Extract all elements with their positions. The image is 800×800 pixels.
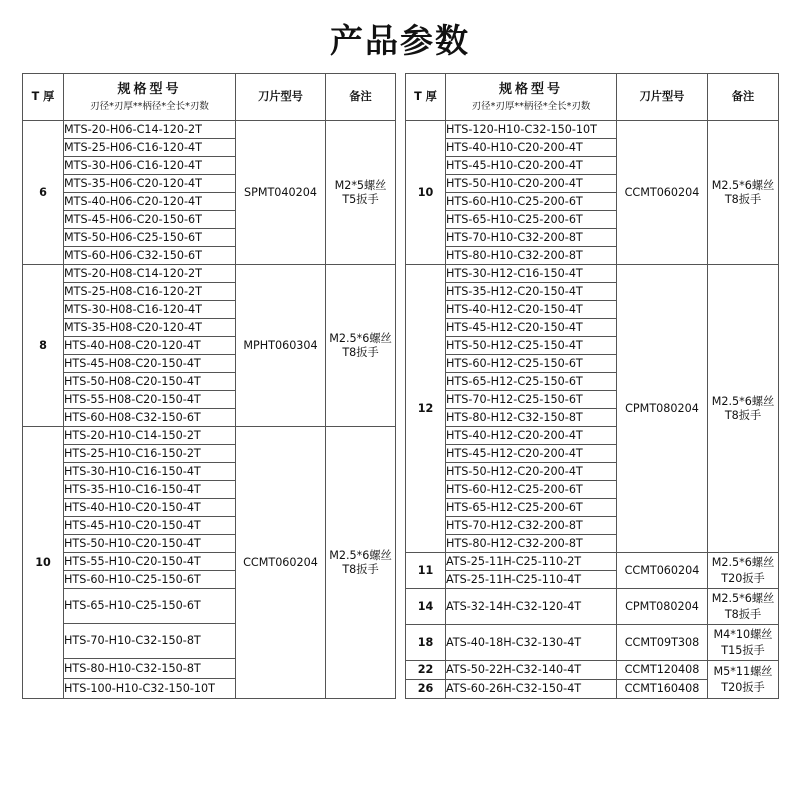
note-wrench: T8扳手 <box>724 607 762 621</box>
model-cell: HTS-80-H12-C32-200-8T <box>446 535 617 553</box>
insert-cell: CCMT060204 <box>236 427 326 699</box>
note-cell <box>708 265 779 553</box>
thickness-cell: 10 <box>23 427 64 699</box>
note-screw: M2*5螺丝 <box>334 179 387 193</box>
note-wrench: T8扳手 <box>724 408 762 422</box>
note-cell <box>326 265 396 427</box>
note-cell <box>708 589 779 625</box>
table-row <box>406 553 779 571</box>
model-cell: MTS-60-H06-C32-150-6T <box>64 247 236 265</box>
model-cell: MTS-35-H06-C20-120-4T <box>64 175 236 193</box>
insert-cell: MPHT060304 <box>236 265 326 427</box>
note-wrench: T5扳手 <box>342 192 379 206</box>
model-cell: HTS-65-H10-C25-200-6T <box>446 211 617 229</box>
model-cell: HTS-40-H10-C20-150-4T <box>64 499 236 517</box>
model-cell: HTS-100-H10-C32-150-10T <box>64 679 236 699</box>
header-spec <box>64 74 236 121</box>
note-cell <box>326 121 396 265</box>
header-note: 备注 <box>326 74 396 121</box>
table-row <box>406 121 779 139</box>
note-wrench: T15扳手 <box>721 643 765 657</box>
note-screw: M5*11螺丝 <box>713 665 773 679</box>
model-cell: HTS-30-H12-C16-150-4T <box>446 265 617 283</box>
model-cell: MTS-20-H06-C14-120-2T <box>64 121 236 139</box>
insert-cell: CCMT120408 <box>617 661 708 680</box>
model-cell: MTS-30-H06-C16-120-4T <box>64 157 236 175</box>
note-cell <box>708 625 779 661</box>
model-cell: HTS-70-H12-C32-200-8T <box>446 517 617 535</box>
thickness-cell: 8 <box>23 265 64 427</box>
insert-cell: SPMT040204 <box>236 121 326 265</box>
model-cell: ATS-25-11H-C25-110-4T <box>446 571 617 589</box>
table-row <box>406 589 779 625</box>
model-cell: MTS-45-H06-C20-150-6T <box>64 211 236 229</box>
page-title: 产品参数 <box>330 21 470 60</box>
model-cell: HTS-60-H12-C25-150-6T <box>446 355 617 373</box>
table-row <box>23 121 396 139</box>
note-cell <box>708 661 779 699</box>
model-cell: HTS-45-H08-C20-150-4T <box>64 355 236 373</box>
note-cell <box>708 553 779 589</box>
note-screw: M2.5*6螺丝 <box>711 556 775 570</box>
header-spec <box>446 74 617 121</box>
insert-cell: CPMT080204 <box>617 265 708 553</box>
model-cell: HTS-65-H12-C25-150-6T <box>446 373 617 391</box>
note-cell <box>708 121 779 265</box>
model-cell: HTS-80-H10-C32-150-8T <box>64 659 236 679</box>
insert-cell: CCMT09T308 <box>617 625 708 661</box>
model-cell: HTS-70-H12-C25-150-6T <box>446 391 617 409</box>
model-cell: HTS-50-H12-C20-200-4T <box>446 463 617 481</box>
model-cell: HTS-30-H10-C16-150-4T <box>64 463 236 481</box>
model-cell: ATS-60-26H-C32-150-4T <box>446 680 617 699</box>
table-row <box>23 427 396 445</box>
model-cell: HTS-50-H10-C20-200-4T <box>446 175 617 193</box>
thickness-cell: 6 <box>23 121 64 265</box>
header-spec-label: 规格型号 <box>117 82 182 97</box>
header-insert: 刀片型号 <box>617 74 708 121</box>
model-cell: MTS-25-H08-C16-120-2T <box>64 283 236 301</box>
table-row <box>23 265 396 283</box>
header-spec-sub: 刃径*刃厚**柄径*全长*刃数 <box>471 100 591 112</box>
model-cell: ATS-32-14H-C32-120-4T <box>446 589 617 625</box>
note-wrench: T20扳手 <box>721 680 765 694</box>
note-wrench: T8扳手 <box>342 562 379 576</box>
thickness-cell: 12 <box>406 265 446 553</box>
thickness-cell: 10 <box>406 121 446 265</box>
model-cell: HTS-35-H12-C20-150-4T <box>446 283 617 301</box>
table-row <box>406 265 779 283</box>
model-cell: HTS-45-H12-C20-150-4T <box>446 319 617 337</box>
model-cell: HTS-60-H10-C25-200-6T <box>446 193 617 211</box>
spec-table-right <box>405 73 779 699</box>
model-cell: HTS-40-H08-C20-120-4T <box>64 337 236 355</box>
model-cell: HTS-60-H08-C32-150-6T <box>64 409 236 427</box>
header-spec-label: 规格型号 <box>498 82 563 97</box>
note-wrench: T8扳手 <box>724 192 762 206</box>
header-thickness: T 厚 <box>406 74 446 121</box>
model-cell: MTS-20-H08-C14-120-2T <box>64 265 236 283</box>
note-screw: M2.5*6螺丝 <box>711 592 775 606</box>
model-cell: HTS-40-H12-C20-150-4T <box>446 301 617 319</box>
model-cell: HTS-80-H10-C32-200-8T <box>446 247 617 265</box>
model-cell: MTS-35-H08-C20-120-4T <box>64 319 236 337</box>
insert-cell: CCMT160408 <box>617 680 708 699</box>
model-cell: HTS-45-H10-C20-200-4T <box>446 157 617 175</box>
note-wrench: T8扳手 <box>342 345 379 359</box>
insert-cell: CPMT080204 <box>617 589 708 625</box>
insert-cell: CCMT060204 <box>617 121 708 265</box>
header-row <box>406 74 779 121</box>
model-cell: HTS-50-H10-C20-150-4T <box>64 535 236 553</box>
model-cell: HTS-25-H10-C16-150-2T <box>64 445 236 463</box>
model-cell: HTS-60-H12-C25-200-6T <box>446 481 617 499</box>
model-cell: HTS-50-H12-C25-150-4T <box>446 337 617 355</box>
model-cell: HTS-70-H10-C32-150-8T <box>64 624 236 659</box>
model-cell: MTS-50-H06-C25-150-6T <box>64 229 236 247</box>
note-wrench: T20扳手 <box>721 571 765 585</box>
header-note: 备注 <box>708 74 779 121</box>
model-cell: HTS-65-H12-C25-200-6T <box>446 499 617 517</box>
model-cell: HTS-35-H10-C16-150-4T <box>64 481 236 499</box>
model-cell: HTS-120-H10-C32-150-10T <box>446 121 617 139</box>
thickness-cell: 18 <box>406 625 446 661</box>
model-cell: HTS-20-H10-C14-150-2T <box>64 427 236 445</box>
thickness-cell: 14 <box>406 589 446 625</box>
model-cell: HTS-40-H10-C20-200-4T <box>446 139 617 157</box>
model-cell: MTS-40-H06-C20-120-4T <box>64 193 236 211</box>
thickness-cell: 11 <box>406 553 446 589</box>
model-cell: HTS-45-H12-C20-200-4T <box>446 445 617 463</box>
model-cell: HTS-40-H12-C20-200-4T <box>446 427 617 445</box>
model-cell: HTS-60-H10-C25-150-6T <box>64 571 236 589</box>
thickness-cell: 26 <box>406 680 446 699</box>
thickness-cell: 22 <box>406 661 446 680</box>
note-cell <box>326 427 396 699</box>
header-thickness: T 厚 <box>23 74 64 121</box>
model-cell: HTS-55-H08-C20-150-4T <box>64 391 236 409</box>
note-screw: M2.5*6螺丝 <box>711 179 775 193</box>
model-cell: HTS-80-H12-C32-150-8T <box>446 409 617 427</box>
model-cell: HTS-50-H08-C20-150-4T <box>64 373 236 391</box>
header-spec-sub: 刃径*刃厚**柄径*全长*刃数 <box>90 100 209 112</box>
table-row <box>406 661 779 680</box>
note-screw: M2.5*6螺丝 <box>329 549 392 563</box>
model-cell: ATS-40-18H-C32-130-4T <box>446 625 617 661</box>
model-cell: MTS-30-H08-C16-120-4T <box>64 301 236 319</box>
model-cell: HTS-65-H10-C25-150-6T <box>64 589 236 624</box>
model-cell: ATS-25-11H-C25-110-2T <box>446 553 617 571</box>
model-cell: HTS-55-H10-C20-150-4T <box>64 553 236 571</box>
model-cell: HTS-45-H10-C20-150-4T <box>64 517 236 535</box>
insert-cell: CCMT060204 <box>617 553 708 589</box>
model-cell: MTS-25-H06-C16-120-4T <box>64 139 236 157</box>
table-row <box>406 625 779 661</box>
note-screw: M2.5*6螺丝 <box>711 395 775 409</box>
header-insert: 刀片型号 <box>236 74 326 121</box>
note-screw: M4*10螺丝 <box>713 628 773 642</box>
spec-table-left <box>22 73 396 699</box>
model-cell: HTS-70-H10-C32-200-8T <box>446 229 617 247</box>
model-cell: ATS-50-22H-C32-140-4T <box>446 661 617 680</box>
note-screw: M2.5*6螺丝 <box>329 332 392 346</box>
header-row <box>23 74 396 121</box>
